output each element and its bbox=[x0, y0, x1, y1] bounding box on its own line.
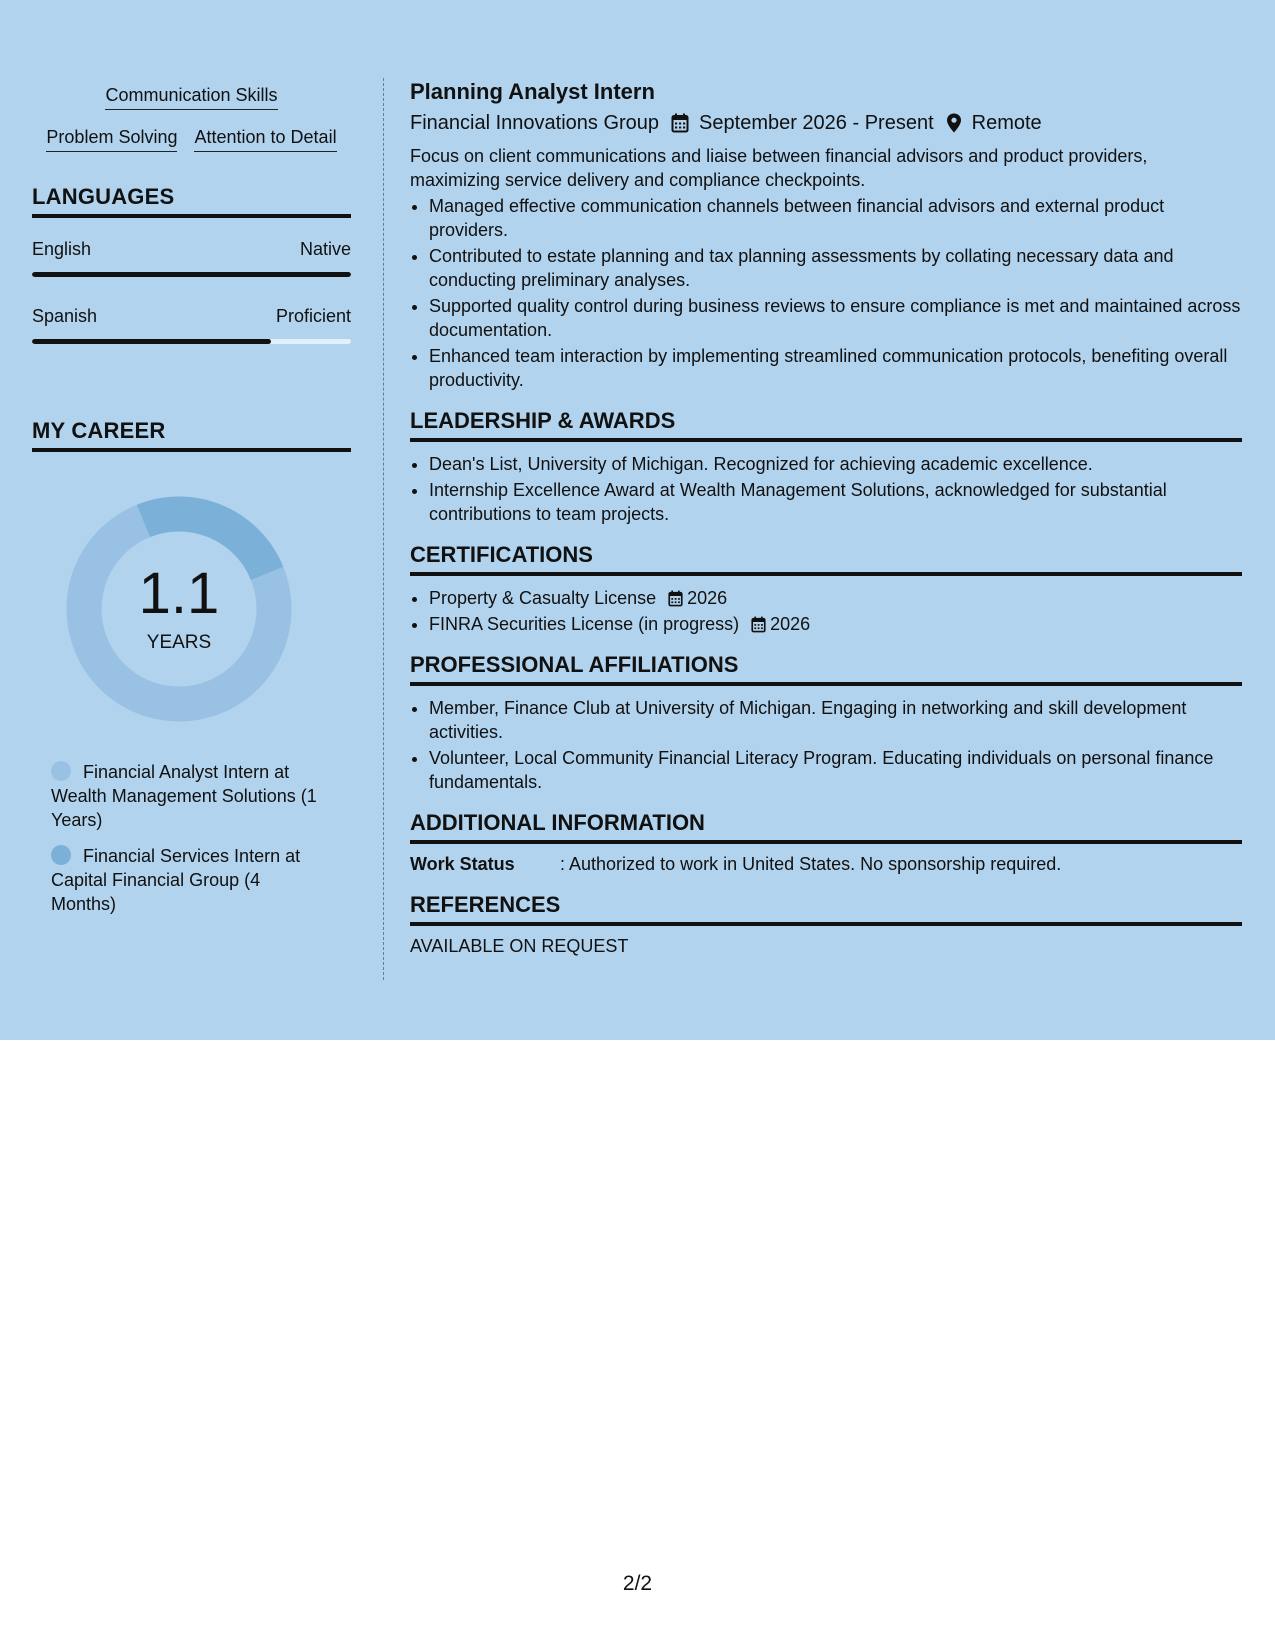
calendar-icon bbox=[751, 616, 766, 633]
list-item bbox=[429, 586, 1242, 610]
career-legend-item bbox=[51, 760, 321, 832]
job-title: Planning Analyst Intern bbox=[410, 79, 655, 104]
list-item: • Member, Finance Club at University of Michigan. Engaging in networking and skill development activities. bbox=[429, 696, 1242, 744]
legend-dot-icon bbox=[51, 845, 71, 865]
career-total-value: 1.1 bbox=[138, 561, 220, 626]
additional-info-heading: ADDITIONAL INFORMATION bbox=[410, 810, 1242, 844]
language-name: Spanish bbox=[32, 306, 98, 326]
left-column bbox=[32, 84, 351, 928]
calendar-icon bbox=[668, 590, 683, 607]
language-proficiency-bar bbox=[32, 272, 351, 277]
calendar-icon bbox=[671, 113, 689, 133]
list-item: • Internship Excellence Award at Wealth Management Solutions, acknowledged for substantial contributions to team projects. bbox=[429, 478, 1242, 526]
column-divider bbox=[383, 78, 384, 980]
list-item: • Volunteer, Local Community Financial Literacy Program. Educating individuals on personal finance fundamentals. bbox=[429, 746, 1242, 794]
references-text: AVAILABLE ON REQUEST bbox=[410, 936, 629, 956]
skill-chip: Problem Solving bbox=[46, 126, 177, 152]
list-item: • Enhanced team interaction by implementing streamlined communication protocols, benefiting overall productivity. bbox=[429, 344, 1242, 392]
skill-chip: Attention to Detail bbox=[194, 126, 336, 152]
languages-heading: LANGUAGES bbox=[32, 184, 351, 218]
skills-row bbox=[32, 126, 351, 152]
certification-year: 2026 bbox=[770, 614, 811, 634]
leadership-heading: LEADERSHIP & AWARDS bbox=[410, 408, 1242, 442]
references-heading: REFERENCES bbox=[410, 892, 1242, 926]
work-status-label: Work Status bbox=[410, 854, 515, 874]
leadership-list bbox=[410, 452, 1242, 526]
affiliations-heading: PROFESSIONAL AFFILIATIONS bbox=[410, 652, 1242, 686]
skill-chip: Communication Skills bbox=[105, 84, 277, 110]
list-item bbox=[429, 612, 1242, 636]
job-bullets bbox=[410, 194, 1242, 392]
career-total-unit: YEARS bbox=[146, 632, 212, 653]
certification-name: • FINRA Securities License (in progress) bbox=[429, 614, 740, 634]
career-legend bbox=[51, 760, 321, 916]
page-number: 2/2 bbox=[622, 1572, 653, 1595]
legend-dot-icon bbox=[51, 761, 71, 781]
language-proficiency-bar bbox=[32, 339, 351, 344]
career-role-label: Financial Services Intern at Capital Financial Group (4 Months) bbox=[51, 846, 301, 914]
language-level: Proficient bbox=[275, 306, 351, 326]
job-summary: Focus on client communications and liaise between financial advisors and product providers, maximizing service delivery and compliance checkpoints. bbox=[410, 146, 1148, 190]
language-item bbox=[32, 238, 351, 277]
career-heading: MY CAREER bbox=[32, 418, 351, 452]
language-item bbox=[32, 305, 351, 344]
certifications-heading: CERTIFICATIONS bbox=[410, 542, 1242, 576]
job-meta bbox=[410, 110, 1242, 136]
map-pin-icon bbox=[946, 113, 962, 133]
work-status-row bbox=[410, 852, 1242, 876]
career-donut bbox=[66, 496, 292, 722]
language-proficiency-fill bbox=[32, 272, 351, 277]
list-item: • Supported quality control during business reviews to ensure compliance is met and maintained across documentation. bbox=[429, 294, 1242, 342]
affiliations-list bbox=[410, 696, 1242, 794]
language-proficiency-fill bbox=[32, 339, 271, 344]
skills-row bbox=[32, 84, 351, 110]
language-level: Native bbox=[299, 239, 351, 259]
job-dates: September 2026 - Present bbox=[699, 112, 934, 134]
list-item: • Managed effective communication channels between financial advisors and external product providers. bbox=[429, 194, 1242, 242]
certification-year: 2026 bbox=[687, 588, 728, 608]
list-item: • Dean's List, University of Michigan. Recognized for achieving academic excellence. bbox=[429, 452, 1242, 476]
career-legend-item bbox=[51, 844, 321, 916]
certification-name: • Property & Casualty License bbox=[429, 588, 657, 608]
language-name: English bbox=[32, 239, 92, 259]
list-item: • Contributed to estate planning and tax planning assessments by collating necessary data and conducting preliminary analyses. bbox=[429, 244, 1242, 292]
career-role-label: Financial Analyst Intern at Wealth Management Solutions (1 Years) bbox=[51, 762, 317, 830]
right-column bbox=[410, 78, 1242, 957]
job-location: Remote bbox=[971, 112, 1042, 134]
work-status-value: : Authorized to work in United States. No sponsorship required. bbox=[560, 854, 1062, 874]
job-company: Financial Innovations Group bbox=[410, 112, 660, 134]
certifications-list bbox=[410, 586, 1242, 636]
